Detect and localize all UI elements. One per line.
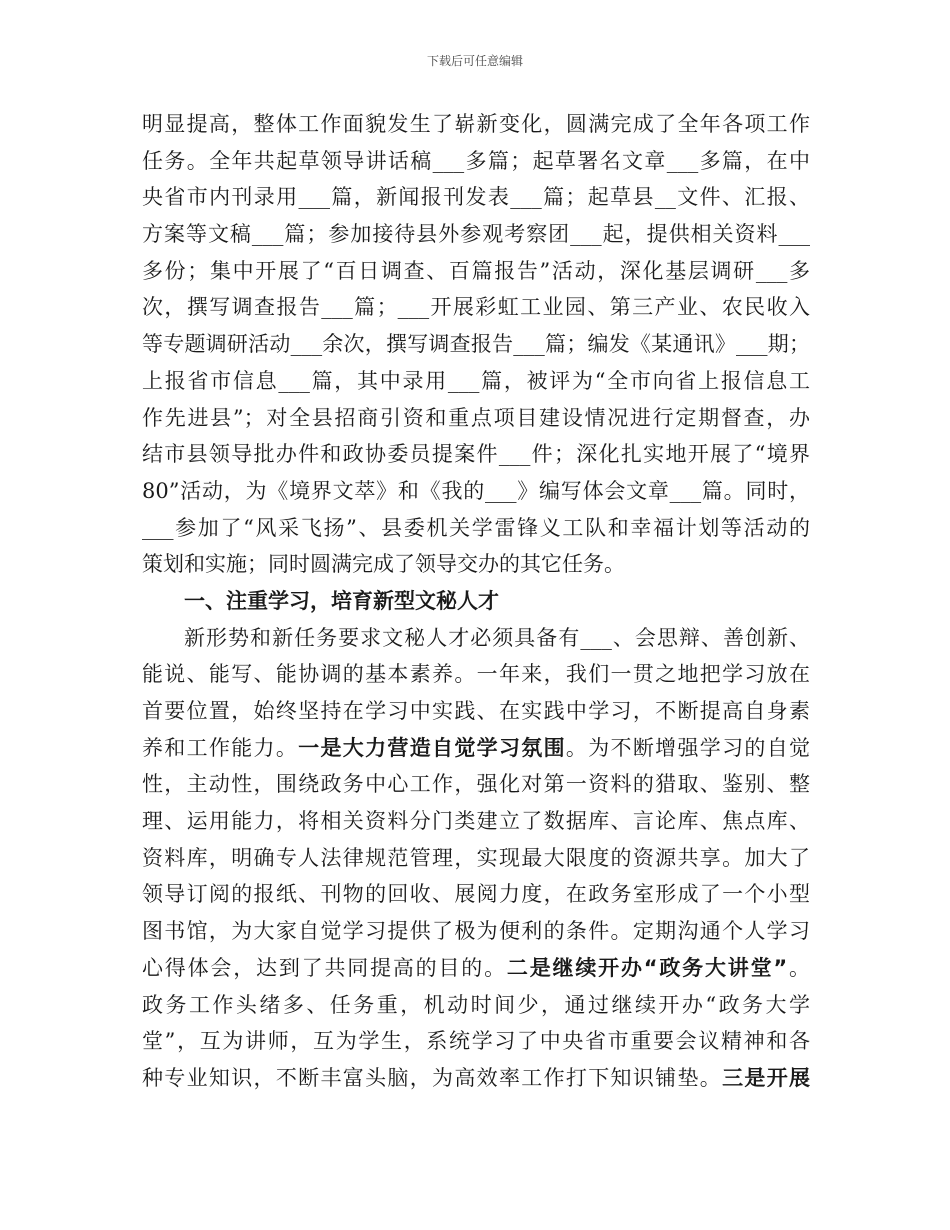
text-span: 新形势和新任务要求文秘人才必须具备有___、会思辩、善创新、 (184, 625, 810, 650)
text-span: 养和工作能力。 (142, 735, 299, 760)
text-span: 。为不断增强学习的自觉 (565, 735, 810, 760)
text-span: 图书馆，为大家自觉学习提供了极为便利的条件。定期沟通个人学习 (142, 919, 810, 944)
bold-text: 三是开展 (722, 1065, 810, 1090)
text-line (142, 1060, 810, 1097)
text-span: 方案等文稿___篇；参加接待县外参观考察团___起，提供相关资料___ (142, 222, 810, 247)
text-line (142, 803, 810, 840)
bold-text: 一、注重学习，培育新型文秘人才 (184, 588, 499, 613)
text-line (142, 950, 810, 987)
text-span: 理、运用能力，将相关资料分门类建立了数据库、言论库、焦点库、 (142, 809, 810, 834)
document-body (142, 106, 810, 1097)
text-line (142, 106, 810, 143)
text-line (142, 693, 810, 730)
page-header: 下载后可任意编辑 (426, 54, 523, 68)
text-span: 领导订阅的报纸、刊物的回收、展阅力度，在政务室形成了一个小型 (142, 882, 810, 907)
text-line (142, 620, 810, 657)
text-span: 首要位置，始终坚持在学习中实践、在实践中学习，不断提高自身素 (142, 699, 810, 723)
text-span: 。 (787, 955, 810, 980)
text-line (142, 510, 810, 547)
text-span: 上报省市信息___篇，其中录用___篇，被评为“全市向省上报信息工 (142, 368, 810, 393)
text-span: 等专题调研活动___余次，撰写调查报告___篇；编发《某通讯》___期； (142, 332, 810, 357)
text-span: 策划和实施；同时圆满完成了领导交办的其它任务。 (142, 552, 625, 577)
text-span: 明显提高，整体工作面貌发生了崭新变化，圆满完成了全年各项工作 (142, 112, 810, 136)
text-line (142, 766, 810, 803)
bold-text: 二是继续开办“政务大讲堂” (506, 955, 788, 980)
text-line (142, 987, 810, 1024)
text-line (142, 656, 810, 693)
text-line (142, 840, 810, 877)
text-span: 结市县领导批办件和政协委员提案件___件；深化扎实地开展了“境界 (142, 442, 810, 467)
text-span: 种专业知识，不断丰富头脑，为高效率工作打下知识铺垫。 (142, 1065, 723, 1090)
text-line (142, 473, 810, 510)
text-line (142, 913, 810, 950)
section-heading (142, 583, 810, 620)
text-span: 80”活动，为《境界文萃》和《我的___》编写体会文章___篇。同时， (142, 478, 810, 503)
text-span: 央省市内刊录用___篇，新闻报刊发表___篇；起草县__文件、汇报、 (142, 185, 810, 210)
text-span: 政务工作头绪多、任务重，机动时间少，通过继续开办“政务大学 (142, 992, 810, 1017)
text-line (142, 400, 810, 437)
text-line (142, 326, 810, 363)
text-line (142, 289, 810, 326)
text-line (142, 363, 810, 400)
text-line (142, 730, 810, 767)
text-span: 次，撰写调查报告___篇；___开展彩虹工业园、第三产业、农民收入 (142, 295, 810, 320)
text-span: 资料库，明确专人法律规范管理，实现最大限度的资源共享。加大了 (142, 845, 810, 870)
text-line (142, 253, 810, 290)
text-line (142, 1023, 810, 1060)
text-span: 堂”，互为讲师，互为学生，系统学习了中央省市重要会议精神和各 (142, 1029, 810, 1054)
text-line (142, 546, 810, 583)
text-span: 能说、能写、能协调的基本素养。一年来，我们一贯之地把学习放在 (142, 662, 810, 687)
text-line (142, 876, 810, 913)
text-span: 性，主动性，围绕政务中心工作，强化对第一资料的猎取、鉴别、整 (142, 772, 810, 797)
text-span: 心得体会，达到了共同提高的目的。 (142, 955, 507, 980)
text-span: 任务。全年共起草领导讲话稿___多篇；起草署名文章___多篇，在中 (142, 148, 810, 173)
text-span: 多份；集中开展了“百日调查、百篇报告”活动，深化基层调研___多 (142, 258, 810, 283)
text-span: ___参加了“风采飞扬”、县委机关学雷锋义工队和幸福计划等活动的 (142, 515, 810, 540)
text-line (142, 179, 810, 216)
bold-text: 一是大力营造自觉学习氛围 (298, 735, 566, 760)
text-span: 作先进县”；对全县招商引资和重点项目建设情况进行定期督查，办 (142, 405, 810, 430)
text-line (142, 436, 810, 473)
text-line (142, 143, 810, 180)
text-line (142, 216, 810, 253)
